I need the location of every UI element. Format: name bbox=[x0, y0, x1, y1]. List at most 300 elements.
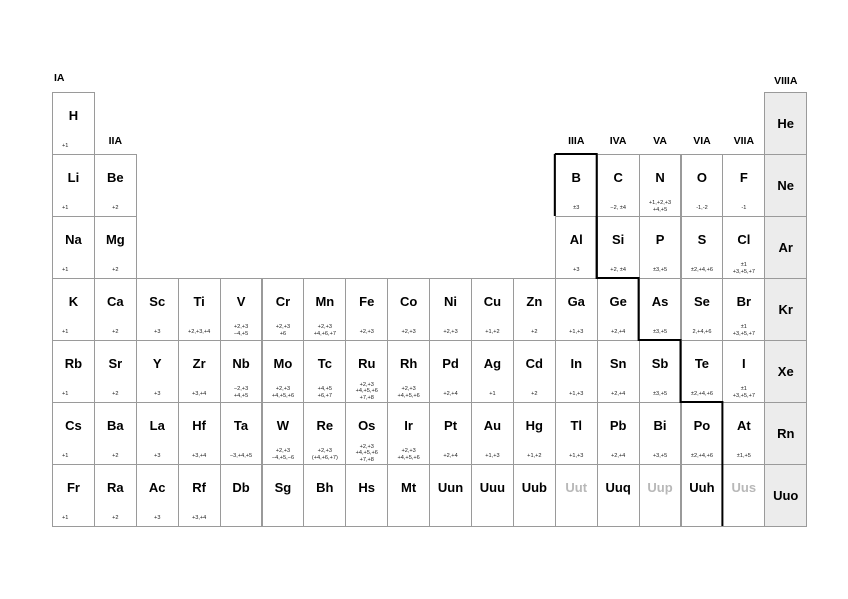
oxidation-line: ±1 bbox=[740, 262, 747, 269]
element-cell-uup bbox=[639, 464, 682, 527]
oxidation-line: +1 bbox=[62, 390, 69, 397]
oxidation-states bbox=[346, 444, 387, 463]
element-symbol: V bbox=[236, 294, 246, 309]
element-cell-na bbox=[52, 216, 95, 279]
oxidation-line: +2 bbox=[112, 204, 119, 211]
element-cell-pb bbox=[597, 402, 640, 465]
oxidation-states bbox=[62, 329, 94, 335]
oxidation-states bbox=[346, 382, 387, 401]
element-cell-te bbox=[681, 340, 724, 403]
oxidation-line: +1 bbox=[62, 328, 69, 335]
oxidation-line: +2,+3,+4 bbox=[188, 328, 211, 335]
oxidation-states bbox=[304, 324, 345, 337]
element-symbol: Be bbox=[107, 170, 124, 185]
element-cell-b bbox=[555, 154, 598, 217]
element-cell-xe bbox=[764, 340, 807, 403]
oxidation-states bbox=[682, 267, 723, 273]
oxidation-line: +2 bbox=[112, 266, 119, 273]
oxidation-line: +3 bbox=[154, 452, 161, 459]
element-cell-db bbox=[220, 464, 263, 527]
element-cell-sc bbox=[136, 278, 179, 341]
oxidation-states bbox=[62, 205, 94, 211]
element-cell-c bbox=[597, 154, 640, 217]
oxidation-line: +6,+7 bbox=[317, 392, 332, 399]
oxidation-line: +3 bbox=[154, 328, 161, 335]
element-cell-cu bbox=[471, 278, 514, 341]
element-cell-re bbox=[303, 402, 346, 465]
element-symbol: Uuo bbox=[773, 488, 799, 503]
oxidation-states bbox=[723, 262, 764, 275]
oxidation-states bbox=[556, 267, 597, 273]
element-cell-la bbox=[136, 402, 179, 465]
element-symbol: Ba bbox=[107, 418, 124, 433]
oxidation-states bbox=[221, 386, 262, 399]
element-symbol: Uup bbox=[647, 480, 673, 495]
oxidation-states bbox=[723, 453, 764, 459]
oxidation-line: ±3,+5 bbox=[652, 328, 668, 335]
element-cell-n bbox=[639, 154, 682, 217]
element-symbol: Pt bbox=[444, 418, 458, 433]
oxidation-states bbox=[472, 329, 513, 335]
oxidation-line: +2, ±4 bbox=[610, 266, 626, 273]
element-cell-f bbox=[722, 154, 765, 217]
element-symbol: S bbox=[697, 232, 707, 247]
oxidation-line: −4,+5 bbox=[233, 330, 249, 337]
oxidation-line: +4,+5 bbox=[317, 386, 332, 393]
oxidation-line: ±3,+5 bbox=[652, 266, 668, 273]
element-cell-cl bbox=[722, 216, 765, 279]
element-cell-uuh bbox=[681, 464, 724, 527]
element-cell-i bbox=[722, 340, 765, 403]
element-symbol: Br bbox=[736, 294, 752, 309]
oxidation-states bbox=[640, 453, 681, 459]
element-symbol: Uuh bbox=[689, 480, 715, 495]
group-label-viia: VIIA bbox=[733, 135, 755, 147]
oxidation-states bbox=[95, 267, 136, 273]
element-cell-sb bbox=[639, 340, 682, 403]
oxidation-states bbox=[179, 391, 220, 397]
element-cell-uus bbox=[722, 464, 765, 527]
oxidation-states bbox=[263, 386, 304, 399]
element-symbol: Ir bbox=[404, 418, 413, 433]
element-cell-sr bbox=[94, 340, 137, 403]
oxidation-states bbox=[263, 324, 304, 337]
oxidation-states bbox=[95, 515, 136, 521]
oxidation-states bbox=[598, 391, 639, 397]
oxidation-states bbox=[62, 143, 94, 149]
oxidation-line: +3 bbox=[154, 514, 161, 521]
element-cell-rh bbox=[387, 340, 430, 403]
element-symbol: Al bbox=[569, 232, 583, 247]
element-symbol: Uus bbox=[731, 480, 757, 495]
oxidation-states bbox=[137, 515, 178, 521]
element-cell-fr bbox=[52, 464, 95, 527]
element-cell-li bbox=[52, 154, 95, 217]
oxidation-states bbox=[640, 329, 681, 335]
oxidation-line: +6 bbox=[279, 330, 287, 337]
oxidation-line: +2,+3 bbox=[317, 448, 332, 455]
element-symbol: Sg bbox=[274, 480, 292, 495]
oxidation-line: +2,+3 bbox=[275, 448, 291, 455]
oxidation-states bbox=[388, 448, 429, 461]
oxidation-line: ±3,+5 bbox=[652, 390, 668, 397]
element-symbol: As bbox=[651, 294, 669, 309]
oxidation-states bbox=[723, 386, 764, 399]
oxidation-states bbox=[640, 267, 681, 273]
oxidation-line: 2,+4,+6 bbox=[692, 328, 712, 335]
oxidation-line: +2 bbox=[112, 452, 119, 459]
element-symbol: Uut bbox=[565, 480, 588, 495]
oxidation-line: +2,+3 bbox=[401, 386, 416, 393]
oxidation-states bbox=[179, 453, 220, 459]
element-cell-po bbox=[681, 402, 724, 465]
element-cell-cs bbox=[52, 402, 95, 465]
group-label-via: VIA bbox=[693, 135, 711, 147]
element-symbol: Zr bbox=[192, 356, 206, 371]
oxidation-line: +2,+3 bbox=[359, 381, 374, 388]
oxidation-line: +4,+5 bbox=[233, 392, 249, 399]
element-symbol: Sc bbox=[149, 294, 166, 309]
oxidation-states bbox=[598, 453, 639, 459]
element-symbol: Fe bbox=[359, 294, 375, 309]
element-cell-bh bbox=[303, 464, 346, 527]
oxidation-line: +1 bbox=[62, 452, 69, 459]
oxidation-states bbox=[430, 391, 471, 397]
oxidation-line: +2 bbox=[112, 390, 119, 397]
oxidation-line: +3,+5,+7 bbox=[732, 392, 755, 399]
oxidation-states bbox=[682, 205, 723, 211]
element-symbol: Cu bbox=[483, 294, 502, 309]
oxidation-states bbox=[179, 329, 220, 335]
element-cell-cd bbox=[513, 340, 556, 403]
group-label-iiia: IIIA bbox=[568, 135, 585, 147]
element-cell-uub bbox=[513, 464, 556, 527]
oxidation-line: ±2,+4,+6 bbox=[690, 266, 713, 273]
element-cell-ac bbox=[136, 464, 179, 527]
element-cell-hs bbox=[345, 464, 388, 527]
element-symbol: Sb bbox=[651, 356, 669, 371]
oxidation-line: (+4,+6,+7) bbox=[311, 454, 338, 461]
element-symbol: Ca bbox=[107, 294, 124, 309]
oxidation-line: -1 bbox=[741, 204, 747, 211]
element-cell-y bbox=[136, 340, 179, 403]
oxidation-states bbox=[388, 329, 429, 335]
element-symbol: Rn bbox=[777, 426, 795, 441]
oxidation-line: ±1 bbox=[740, 386, 747, 393]
element-cell-ge bbox=[597, 278, 640, 341]
element-cell-sg bbox=[262, 464, 305, 527]
oxidation-line: +2 bbox=[531, 390, 538, 397]
element-symbol: In bbox=[570, 356, 583, 371]
oxidation-states bbox=[95, 391, 136, 397]
element-cell-sn bbox=[597, 340, 640, 403]
oxidation-line: ±3 bbox=[573, 204, 580, 211]
oxidation-states bbox=[682, 453, 723, 459]
oxidation-line: +1,+2 bbox=[527, 452, 542, 459]
element-symbol: Zn bbox=[526, 294, 543, 309]
element-symbol: Ge bbox=[609, 294, 627, 309]
oxidation-states bbox=[263, 448, 304, 461]
element-cell-pt bbox=[429, 402, 472, 465]
element-symbol: Hg bbox=[525, 418, 543, 433]
oxidation-line: −4,+5,−6 bbox=[271, 454, 295, 461]
oxidation-states bbox=[556, 329, 597, 335]
element-cell-nb bbox=[220, 340, 263, 403]
element-symbol: Na bbox=[65, 232, 82, 247]
element-symbol: Cl bbox=[737, 232, 751, 247]
element-symbol: Pd bbox=[442, 356, 459, 371]
oxidation-states bbox=[137, 453, 178, 459]
element-symbol: O bbox=[696, 170, 707, 185]
element-symbol: Mn bbox=[315, 294, 335, 309]
oxidation-line: −3,+4,+5 bbox=[229, 452, 253, 459]
element-symbol: La bbox=[149, 418, 165, 433]
element-cell-ni bbox=[429, 278, 472, 341]
element-symbol: Ag bbox=[483, 356, 502, 371]
oxidation-states bbox=[304, 386, 345, 399]
element-symbol: Hs bbox=[358, 480, 376, 495]
group-label-iia: IIA bbox=[108, 135, 123, 147]
element-cell-w bbox=[262, 402, 305, 465]
element-cell-he bbox=[764, 92, 807, 155]
oxidation-line: +1,+3 bbox=[569, 452, 584, 459]
element-symbol: C bbox=[613, 170, 623, 185]
element-symbol: Uuq bbox=[605, 480, 631, 495]
element-symbol: Mt bbox=[401, 480, 417, 495]
oxidation-line: +1,+3 bbox=[485, 452, 500, 459]
element-cell-uuu bbox=[471, 464, 514, 527]
element-symbol: Uub bbox=[521, 480, 547, 495]
element-cell-ga bbox=[555, 278, 598, 341]
oxidation-line: ±2,+4,+6 bbox=[690, 390, 713, 397]
oxidation-line: +4,+5,+6 bbox=[355, 388, 378, 395]
element-cell-v bbox=[220, 278, 263, 341]
oxidation-states bbox=[598, 329, 639, 335]
oxidation-line: +2,+3 bbox=[275, 386, 291, 393]
element-symbol: Te bbox=[694, 356, 710, 371]
element-cell-rf bbox=[178, 464, 221, 527]
oxidation-line: +1 bbox=[489, 390, 496, 397]
element-cell-ag bbox=[471, 340, 514, 403]
oxidation-states bbox=[388, 386, 429, 399]
element-cell-ar bbox=[764, 216, 807, 279]
element-cell-rn bbox=[764, 402, 807, 465]
element-symbol: I bbox=[742, 356, 746, 371]
element-cell-hf bbox=[178, 402, 221, 465]
element-symbol: N bbox=[655, 170, 665, 185]
element-cell-os bbox=[345, 402, 388, 465]
element-cell-mg bbox=[94, 216, 137, 279]
element-symbol: Po bbox=[693, 418, 711, 433]
oxidation-line: +2,+3 bbox=[233, 324, 249, 331]
oxidation-states bbox=[598, 267, 639, 273]
element-symbol: P bbox=[655, 232, 665, 247]
oxidation-line: +4,+5 bbox=[652, 206, 668, 213]
element-cell-pd bbox=[429, 340, 472, 403]
element-cell-ti bbox=[178, 278, 221, 341]
element-cell-kr bbox=[764, 278, 807, 341]
oxidation-states bbox=[179, 515, 220, 521]
element-symbol: Cr bbox=[275, 294, 291, 309]
oxidation-line: +2,+4 bbox=[443, 452, 458, 459]
oxidation-states bbox=[221, 453, 262, 459]
element-symbol: Tc bbox=[317, 356, 332, 371]
element-cell-be bbox=[94, 154, 137, 217]
oxidation-states bbox=[95, 205, 136, 211]
oxidation-line: ±2,+4,+6 bbox=[690, 452, 713, 459]
element-symbol: Kr bbox=[778, 302, 793, 317]
oxidation-line: +4,+5,+6 bbox=[397, 392, 420, 399]
element-symbol: Rf bbox=[192, 480, 206, 495]
element-symbol: Ni bbox=[444, 294, 458, 309]
element-symbol: Uun bbox=[437, 480, 464, 495]
oxidation-line: +2,+3 bbox=[359, 328, 374, 335]
oxidation-states bbox=[640, 200, 681, 213]
element-cell-cr bbox=[262, 278, 305, 341]
element-cell-fe bbox=[345, 278, 388, 341]
element-symbol: Xe bbox=[777, 364, 794, 379]
element-symbol: Ra bbox=[107, 480, 124, 495]
oxidation-line: +2,+3 bbox=[401, 448, 416, 455]
element-cell-au bbox=[471, 402, 514, 465]
element-symbol: Ti bbox=[193, 294, 205, 309]
element-cell-bi bbox=[639, 402, 682, 465]
element-cell-co bbox=[387, 278, 430, 341]
element-cell-ne bbox=[764, 154, 807, 217]
element-symbol: Nb bbox=[232, 356, 250, 371]
oxidation-states bbox=[514, 391, 555, 397]
element-symbol: Uuu bbox=[479, 480, 506, 495]
oxidation-states bbox=[472, 391, 513, 397]
element-symbol: Se bbox=[693, 294, 710, 309]
element-symbol: F bbox=[739, 170, 748, 185]
oxidation-line: +2,+4 bbox=[610, 328, 626, 335]
oxidation-line: +2,+4 bbox=[610, 390, 626, 397]
oxidation-states bbox=[556, 205, 597, 211]
oxidation-states bbox=[221, 324, 262, 337]
element-cell-in bbox=[555, 340, 598, 403]
element-symbol: Cs bbox=[65, 418, 82, 433]
oxidation-states bbox=[556, 453, 597, 459]
oxidation-states bbox=[682, 391, 723, 397]
element-cell-zn bbox=[513, 278, 556, 341]
element-symbol: Y bbox=[152, 356, 162, 371]
oxidation-line: +4,+5,+6 bbox=[397, 454, 420, 461]
element-symbol: Li bbox=[67, 170, 80, 185]
oxidation-states bbox=[472, 453, 513, 459]
oxidation-line: +2,+3 bbox=[443, 328, 458, 335]
oxidation-line: +2,+3 bbox=[359, 443, 374, 450]
element-cell-ra bbox=[94, 464, 137, 527]
oxidation-line: +1,+3 bbox=[569, 390, 584, 397]
oxidation-line: ±1,+5 bbox=[736, 452, 751, 459]
element-cell-at bbox=[722, 402, 765, 465]
oxidation-line: +3,+5,+7 bbox=[732, 268, 755, 275]
oxidation-line: +2,+3 bbox=[275, 324, 291, 331]
oxidation-line: +2,+3 bbox=[317, 324, 332, 331]
oxidation-line: +1,+2 bbox=[485, 328, 500, 335]
element-cell-tc bbox=[303, 340, 346, 403]
oxidation-line: +3 bbox=[573, 266, 580, 273]
element-symbol: Ac bbox=[148, 480, 166, 495]
oxidation-line: +3,+4 bbox=[191, 452, 207, 459]
element-cell-hg bbox=[513, 402, 556, 465]
element-symbol: Re bbox=[316, 418, 334, 433]
oxidation-states bbox=[514, 329, 555, 335]
group-label-iva: IVA bbox=[609, 135, 627, 147]
oxidation-line: +1 bbox=[62, 266, 69, 273]
oxidation-line: +3,+4 bbox=[191, 390, 207, 397]
element-symbol: Ta bbox=[233, 418, 249, 433]
element-cell-ba bbox=[94, 402, 137, 465]
oxidation-line: -1,-2 bbox=[696, 204, 708, 211]
element-symbol: At bbox=[736, 418, 751, 433]
oxidation-states bbox=[346, 329, 387, 335]
oxidation-line: +1,+2,+3 bbox=[648, 200, 672, 207]
oxidation-line: +7,+8 bbox=[359, 456, 374, 463]
element-symbol: He bbox=[777, 116, 795, 131]
oxidation-states bbox=[95, 453, 136, 459]
element-cell-ru bbox=[345, 340, 388, 403]
element-symbol: Fr bbox=[66, 480, 80, 495]
oxidation-line: +1,+3 bbox=[569, 328, 584, 335]
oxidation-states bbox=[723, 324, 764, 337]
element-cell-tl bbox=[555, 402, 598, 465]
oxidation-line: +1 bbox=[62, 514, 69, 521]
element-cell-uun bbox=[429, 464, 472, 527]
element-cell-al bbox=[555, 216, 598, 279]
oxidation-line: +2 bbox=[112, 514, 119, 521]
oxidation-states bbox=[62, 515, 94, 521]
oxidation-line: +7,+8 bbox=[359, 394, 374, 401]
element-cell-uuo bbox=[764, 464, 807, 527]
oxidation-line: −2,+3 bbox=[233, 386, 249, 393]
element-symbol: W bbox=[276, 418, 290, 433]
element-cell-ca bbox=[94, 278, 137, 341]
oxidation-states bbox=[62, 453, 94, 459]
element-symbol: H bbox=[68, 108, 79, 123]
element-cell-rb bbox=[52, 340, 95, 403]
group-label-viiia: VIIIA bbox=[774, 75, 798, 87]
element-symbol: Ru bbox=[358, 356, 376, 371]
element-symbol: Ar bbox=[778, 240, 793, 255]
group-label-ia: IA bbox=[54, 72, 65, 84]
element-symbol: Ne bbox=[777, 178, 795, 193]
element-cell-uut bbox=[555, 464, 598, 527]
oxidation-states bbox=[95, 329, 136, 335]
oxidation-states bbox=[304, 448, 345, 461]
element-cell-o bbox=[681, 154, 724, 217]
element-cell-s bbox=[681, 216, 724, 279]
element-cell-p bbox=[639, 216, 682, 279]
oxidation-line: +4,+6,+7 bbox=[313, 330, 336, 337]
oxidation-states bbox=[682, 329, 723, 335]
oxidation-states bbox=[430, 329, 471, 335]
element-cell-mo bbox=[262, 340, 305, 403]
oxidation-line: +1 bbox=[62, 142, 69, 149]
element-symbol: Mo bbox=[273, 356, 293, 371]
element-symbol: Bi bbox=[653, 418, 667, 433]
element-cell-k bbox=[52, 278, 95, 341]
element-symbol: Sn bbox=[609, 356, 627, 371]
oxidation-line: +2,+4 bbox=[610, 452, 626, 459]
element-symbol: Si bbox=[611, 232, 625, 247]
element-cell-br bbox=[722, 278, 765, 341]
oxidation-states bbox=[62, 267, 94, 273]
oxidation-line: +3,+5,+7 bbox=[732, 330, 755, 337]
oxidation-line: +2,+4 bbox=[443, 390, 458, 397]
element-symbol: K bbox=[68, 294, 79, 309]
